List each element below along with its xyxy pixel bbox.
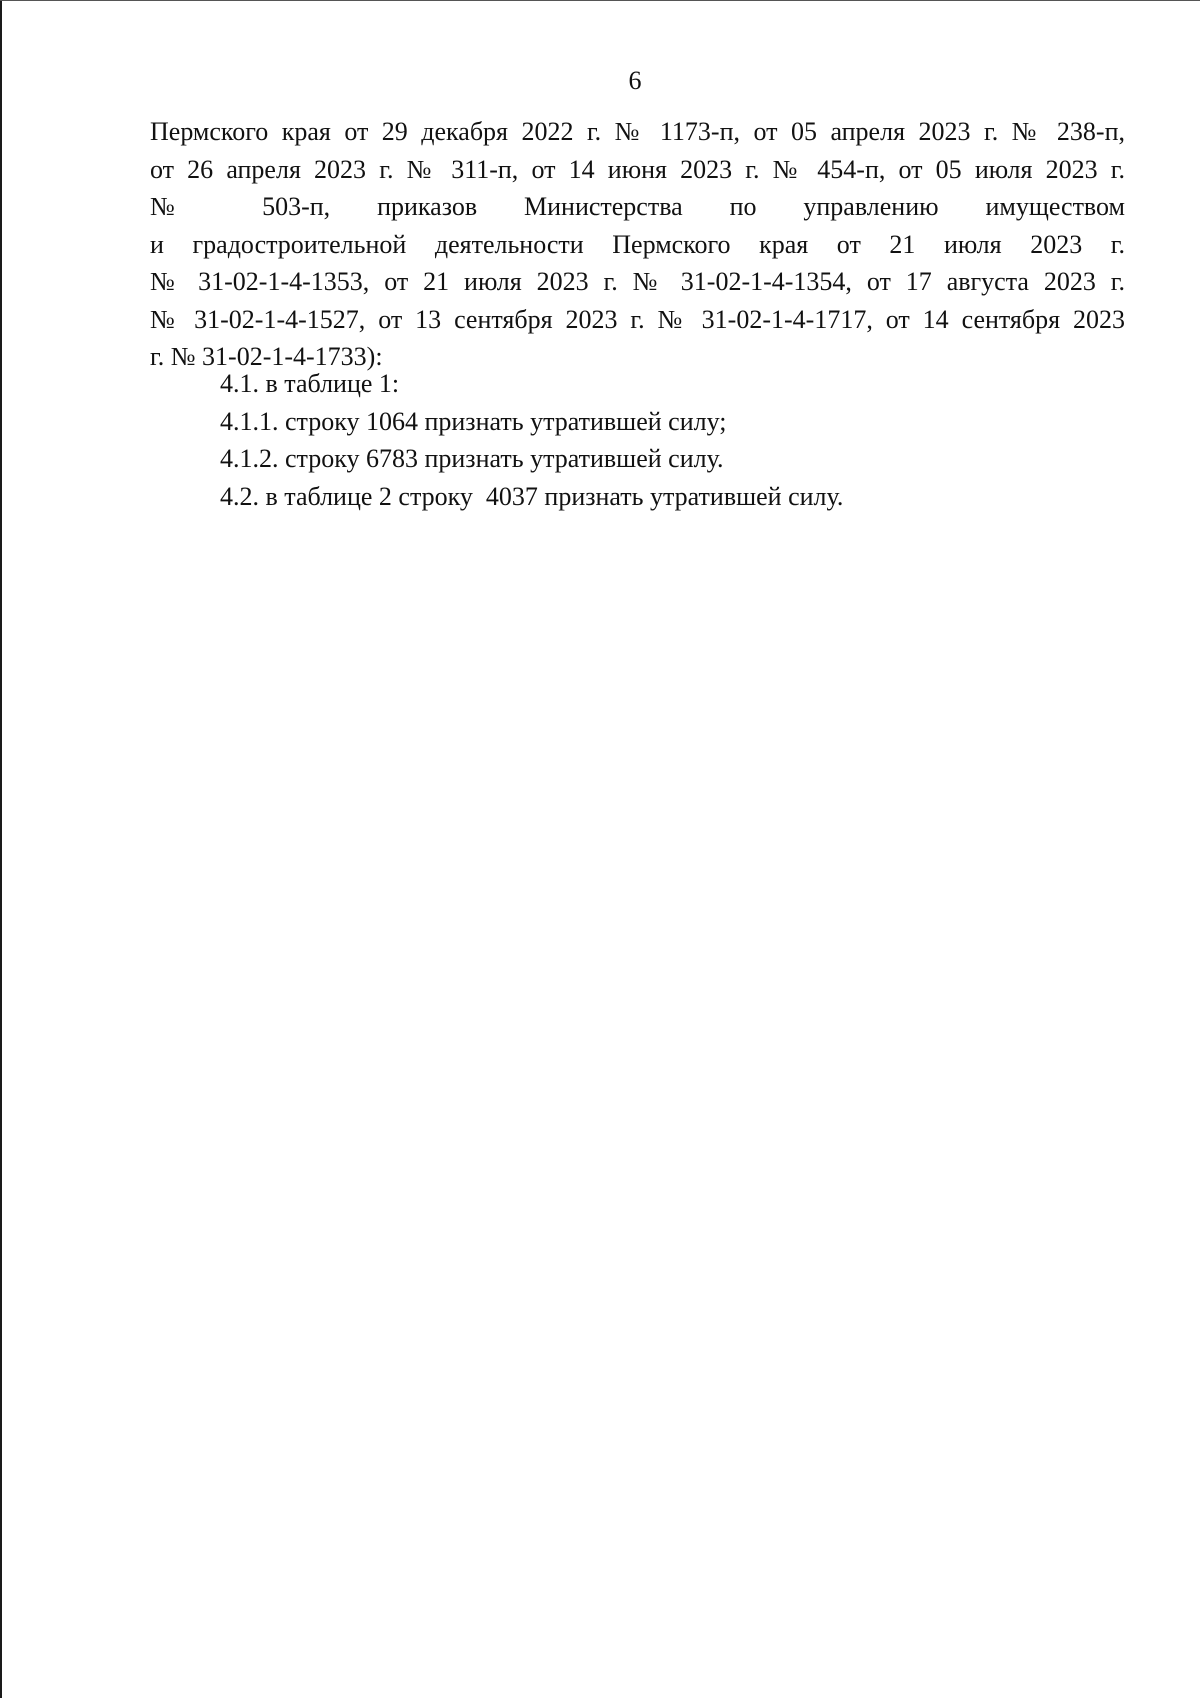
text-line: г. № 31-02-1-4-1733):: [150, 342, 383, 371]
paragraph-continuation: [150, 113, 1125, 376]
amendment-list: [220, 365, 1125, 515]
text-line: № 31-02-1-4-1527, от 13 сентября 2023 г. № 31-02-1-4-1717, от 14 сентября 2023: [150, 304, 1125, 334]
list-item: 4.1.2. строку 6783 признать утратившей силу.: [220, 444, 724, 473]
list-item: 4.1. в таблице 1:: [220, 369, 400, 398]
text-line: № 31-02-1-4-1353, от 21 июля 2023 г. № 31-02-1-4-1354, от 17 августа 2023 г.: [150, 267, 1125, 296]
text-line: и градостроительной деятельности Пермского края от 21 июля 2023 г.: [150, 229, 1125, 259]
page-number: 6: [628, 66, 642, 95]
text-line: № 503-п, приказов Министерства по управлению имуществом: [150, 192, 1125, 221]
list-item: 4.1.1. строку 1064 признать утратившей силу;: [220, 406, 727, 436]
scan-edge-top: [0, 0, 1200, 1]
text-line: Пермского края от 29 декабря 2022 г. № 1173-п, от 05 апреля 2023 г. № 238-п,: [150, 117, 1125, 146]
text-line: от 26 апреля 2023 г. № 311-п, от 14 июня 2023 г. № 454-п, от 05 июля 2023 г.: [150, 154, 1125, 184]
scan-edge-left: [0, 0, 2, 1698]
list-item: 4.2. в таблице 2 строку 4037 признать утратившей силу.: [220, 481, 844, 511]
